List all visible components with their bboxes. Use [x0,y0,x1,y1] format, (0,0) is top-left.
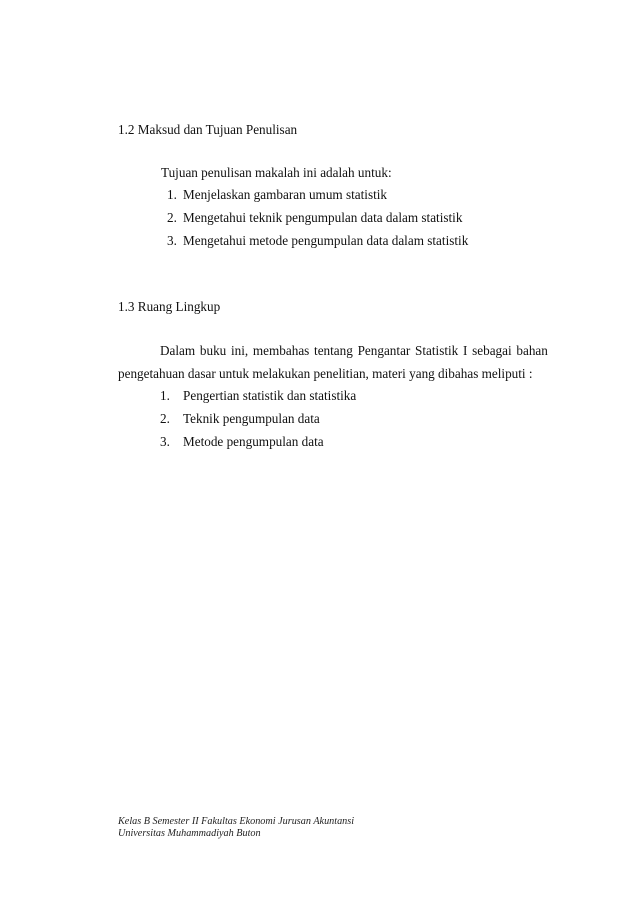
paragraph-word: buku [199,343,227,358]
paragraph-word: tentang [314,343,353,358]
list-item-number: 2. [167,210,177,225]
paragraph-word: I [462,343,468,358]
footer-line-2: Universitas Muhammadiyah Buton [118,828,261,839]
section-heading-1-2: 1.2 Maksud dan Tujuan Penulisan [118,122,298,137]
list-item-number: 1. [167,187,177,202]
list-item-text: Mengetahui teknik pengumpulan data dalam statistik [183,210,463,225]
paragraph-word: Statistik [415,343,459,358]
paragraph-word: Dalam [160,343,196,358]
list-item-number: 1. [160,388,170,403]
paragraph-word: Pengantar [357,343,411,358]
paragraph-word: sebagai [472,343,512,358]
section-1-2-intro: Tujuan penulisan makalah ini adalah untuk: [161,165,392,180]
section-1-3-paragraph-line-1 [160,343,548,359]
paragraph-word: membahas [252,343,310,358]
paragraph-word: ini, [230,343,249,358]
list-item-text: Pengertian statistik dan statistika [183,388,357,403]
list-item-number: 2. [160,411,170,426]
list-item-text: Metode pengumpulan data [183,434,324,449]
list-item-text: Mengetahui metode pengumpulan data dalam statistik [183,233,469,248]
list-item-number: 3. [160,434,170,449]
footer-line-1: Kelas B Semester II Fakultas Ekonomi Jurusan Akuntansi [118,816,355,827]
paragraph-word: bahan [516,343,548,358]
list-item-text: Teknik pengumpulan data [183,411,320,426]
section-heading-1-3: 1.3 Ruang Lingkup [118,299,221,314]
list-item-number: 3. [167,233,177,248]
section-1-3-paragraph-line-2: pengetahuan dasar untuk melakukan penelitian, materi yang dibahas meliputi : [118,366,533,381]
list-item-text: Menjelaskan gambaran umum statistik [183,187,387,202]
